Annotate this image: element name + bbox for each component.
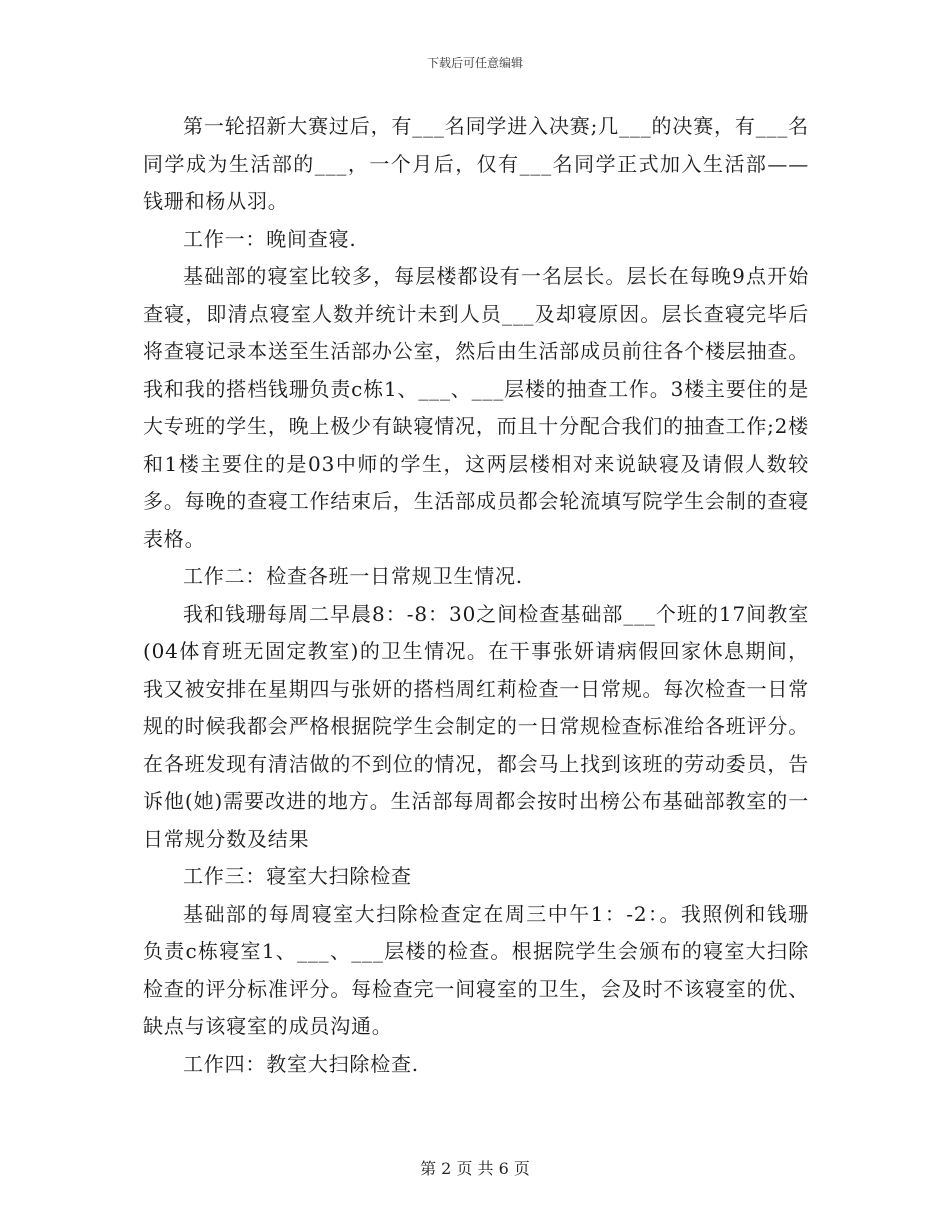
document-body — [143, 108, 809, 1083]
paragraph-work-three: 基础部的每周寝室大扫除检查定在周三中午1：-2：。我照例和钱珊负责c栋寝室1、___、___层楼的检查。根据院学生会颁布的寝室大扫除检查的评分标准评分。每检查完一间寝室的卫生，会及时不该寝室的优、缺点与该寝室的成员沟通。 — [143, 901, 809, 1038]
paragraph-work-two: 我和钱珊每周二早晨8：-8：30之间检查基础部___个班的17间教室(04体育班无固定教室)的卫生情况。在干事张妍请病假回家休息期间，我又被安排在星期四与张妍的搭档周红莉检查一日常规。每次检查一日常规的时候我都会严格根据院学生会制定的一日常规检查标准给各班评分。在各班发现有清洁做的不到位的情况，都会马上找到该班的劳动委员，告诉他(她)需要改进的地方。生活部每周都会按时出榜公布基础部教室的一日常规分数及结果 — [143, 601, 809, 851]
heading-work-four: 工作四：教室大扫除检查. — [183, 1051, 419, 1076]
paragraph-work-one: 基础部的寝室比较多，每层楼都设有一名层长。层长在每晚9点开始查寝，即清点寝室人数并统计未到人员___及却寝原因。层长查寝完毕后将查寝记录本送至生活部办公室，然后由生活部成员前往各个楼层抽查。我和我的搭档钱珊负责c栋1、___、___层楼的抽查工作。3楼主要住的是大专班的学生，晚上极少有缺寝情况，而且十分配合我们的抽查工作;2楼和1楼主要住的是03中师的学生，这两层楼相对来说缺寝及请假人数较多。每晚的查寝工作结束后，生活部成员都会轮流填写院学生会制的查寝表格。 — [143, 264, 809, 551]
paragraph-intro: 第一轮招新大赛过后，有___名同学进入决赛;几___的决赛，有___名同学成为生活部的___，一个月后，仅有___名同学正式加入生活部——钱珊和杨从羽。 — [143, 114, 809, 213]
page-footer: 第 2 页 共 6 页 — [420, 1159, 530, 1178]
heading-work-three: 工作三：寝室大扫除检查 — [183, 864, 412, 888]
heading-work-two: 工作二：检查各班一日常规卫生情况. — [183, 564, 523, 588]
heading-work-one: 工作一：晚间查寝. — [183, 226, 357, 251]
page-header: 下载后可任意编辑 — [426, 56, 523, 70]
